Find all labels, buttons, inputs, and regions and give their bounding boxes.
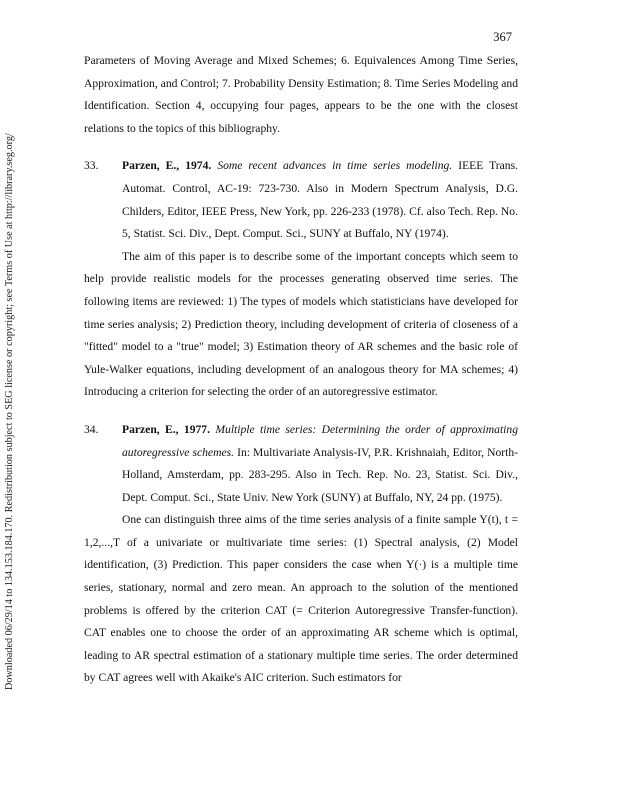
entry-publication: IEEE Trans. Automat. Control, AC-19: 723-730. Also in Modern Spectrum Analysis, D.G. Childers, Editor, IEEE Press, New York, pp. 226-233 (1978). Cf. also Tech. Rep. No. 5, Statist. Sci. Div., Dept. Comput. Sci., SUNY at Buffalo, NY (1974). xyxy=(122,159,518,241)
intro-paragraph: Parameters of Moving Average and Mixed Schemes; 6. Equivalences Among Time Series, Approximation, and Control; 7. Probability Density Estimation; 8. Time Series Modeling and Identification. Section 4, occupying four pages, appears to be the one with the closest relations to the topics of this bibliography. xyxy=(84,54,518,135)
bibliography-entry-33 xyxy=(84,155,518,404)
entry-citation-text xyxy=(122,155,518,245)
entry-author-year: Parzen, E., 1974. xyxy=(122,159,212,173)
entry-abstract: The aim of this paper is to describe some of the important concepts which seem to help provide realistic models for the processes generating observed time series. The following items are reviewed: 1) The types of models which statisticians have developed for time series analysis; 2) Prediction theory, including development of criteria of closeness of a "fitted" model to a "true" model; 3) Estimation theory of AR schemes and the basic role of Yule-Walker equations, including development of an analogous theory for MA schemes; 4) Introducing a criterion for selecting the order of an autoregressive estimator. xyxy=(84,249,518,399)
entry-author-year: Parzen, E., 1977. xyxy=(122,422,210,436)
entry-title: Some recent advances in time series modeling. xyxy=(217,159,453,173)
entry-citation xyxy=(84,419,518,509)
page-body xyxy=(84,50,518,690)
download-notice xyxy=(4,133,22,700)
entry-citation-text xyxy=(122,419,518,509)
entry-publication: In: Multivariate Analysis-IV, P.R. Krishnaiah, Editor, North-Holland, Amsterdam, pp. 283-295. Also in Tech. Rep. No. 23, Statist. Sci. Div., Dept. Comput. Sci., State Univ. New York (SUNY) at Buffalo, NY, 24 pp. (1975). xyxy=(122,445,518,504)
entry-number: 33. xyxy=(84,159,99,173)
download-notice-text: Downloaded 06/29/14 to 134.153.184.170. Redistribution subject to SEG license or copyright; see Terms of Use at http://library.seg.org/ xyxy=(4,133,15,690)
entry-citation xyxy=(84,155,518,245)
entry-title: Multiple time series: Determining the order of approximating autoregressive schemes. xyxy=(122,422,518,459)
page-number: 367 xyxy=(493,30,512,44)
bibliography-entry-34 xyxy=(84,419,518,690)
entry-number: 34. xyxy=(84,422,99,436)
entry-abstract: One can distinguish three aims of the time series analysis of a finite sample Y(t), t = 1,2,...,T of a univariate or multivariate time series: (1) Spectral analysis, (2) Model identification, (3) Prediction. This paper considers the case when Y(·) is a multiple time series, stationary, normal and zero mean. An approach to the solution of the mentioned problems is offered by the criterion CAT (= Criterion Autoregressive Transfer-function). CAT enables one to choose the order of an approximating AR scheme which is optimal, leading to AR spectral estimation of a stationary multiple time series. The order determined by CAT agrees well with Akaike's AIC criterion. Such estimators for xyxy=(84,513,518,685)
